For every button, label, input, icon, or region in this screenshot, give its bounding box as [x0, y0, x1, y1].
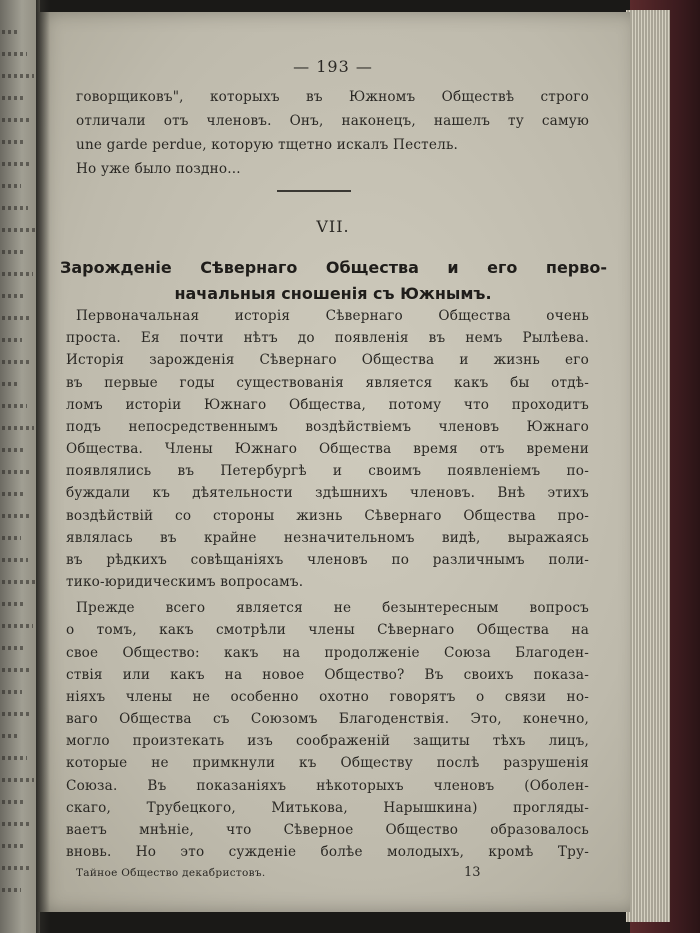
previous-page-text-fragment: [2, 426, 34, 430]
previous-page-text-fragment: [2, 822, 32, 826]
previous-page-text-fragment: [2, 360, 29, 364]
previous-page-text-fragment: [2, 294, 24, 298]
paragraph-line: Союза. Въ показаніяхъ нѣкоторыхъ членовъ (Оболен-: [66, 777, 589, 794]
paragraph-line: вновь. Но это сужденіе болѣе молодыхъ, кромѣ Тру-: [66, 844, 589, 860]
previous-page-text-fragment: [2, 272, 33, 276]
signature-number: 13: [464, 865, 481, 880]
chapter-numeral: VII.: [316, 217, 350, 236]
previous-page-edge: [0, 0, 40, 933]
previous-page-text-fragment: [2, 184, 21, 188]
paragraph-line: могло произтекать изъ соображеній защиты тѣхъ лицъ,: [66, 733, 589, 750]
book-page: [36, 12, 630, 912]
previous-page-text-fragment: [2, 602, 26, 606]
paragraph-line: ніяхъ члены не особенно охотно говорятъ о связи но-: [66, 688, 589, 705]
continuation-line: говорщиковъ", которыхъ въ Южномъ Обществѣ строго: [76, 89, 589, 105]
previous-page-text-fragment: [2, 30, 20, 34]
previous-page-text-fragment: [2, 250, 26, 254]
previous-page-text-fragment: [2, 514, 30, 518]
paragraph-line: Прежде всего является не безынтересным вопросъ: [76, 600, 589, 617]
previous-page-text-fragment: [2, 404, 27, 408]
previous-page-text-fragment: [2, 470, 32, 474]
paragraph-line: проста. Ея почти нѣтъ до появленія въ немъ Рылѣева.: [66, 330, 589, 347]
previous-page-text-fragment: [2, 338, 22, 342]
previous-page-text-fragment: [2, 844, 23, 848]
previous-page-text-fragment: [2, 536, 21, 540]
paragraph-line: ствія или какъ на новое Общество? Въ своихъ показа-: [66, 666, 589, 683]
page-number: — 193 —: [293, 57, 373, 76]
previous-page-text-fragment: [2, 74, 34, 78]
paragraph-line: воздѣйствій со стороны жизнь Сѣвернаго Общества про-: [66, 507, 589, 524]
previous-page-text-fragment: [2, 382, 20, 386]
previous-page-text-fragment: [2, 866, 30, 870]
previous-page-text-fragment: [2, 448, 25, 452]
previous-page-text-fragment: [2, 492, 23, 496]
page-block-edge: [626, 10, 670, 922]
paragraph-line: Первоначальная исторія Сѣвернаго Общества очень: [76, 308, 589, 324]
paragraph-line: тико-юридическимъ вопросамъ.: [66, 574, 304, 590]
previous-page-text-fragment: [2, 888, 21, 892]
paragraph-line: свое Общество: какъ на продолженіе Союза Благоден-: [66, 644, 589, 661]
paragraph-line: которые не примкнули къ Обществу послѣ разрушенія: [66, 755, 589, 772]
paragraph-line: о томъ, какъ смотрѣли члены Сѣвернаго Общества на: [66, 622, 589, 639]
previous-page-text-fragment: [2, 580, 35, 584]
previous-page-text-fragment: [2, 316, 31, 320]
previous-page-text-fragment: [2, 162, 30, 166]
previous-page-text-fragment: [2, 558, 28, 562]
previous-page-text-fragment: [2, 228, 35, 232]
paragraph-line: въ рѣдкихъ совѣщаніяхъ членовъ по различнымъ поли-: [66, 551, 589, 568]
paragraph-line: скаго, Трубецкого, Митькова, Нарышкина) прогляды-: [66, 799, 589, 816]
previous-page-text-fragment: [2, 646, 24, 650]
paragraph-line: ломъ исторіи Южнаго Общества, потому что проходитъ: [66, 396, 589, 413]
chapter-title-line: Зарожденіе Сѣвернаго Общества и его перво-: [60, 258, 607, 277]
paragraph-line: являлась въ крайне незначительномъ видѣ, выражаясь: [66, 529, 589, 546]
previous-page-text-fragment: [2, 734, 20, 738]
previous-page-text-fragment: [2, 206, 28, 210]
gutter-shadow: [36, 0, 50, 933]
previous-page-text-fragment: [2, 140, 23, 144]
footer-signature: Тайное Общество декабристовъ.: [76, 867, 266, 879]
paragraph-line: буждали къ дѣятельности здѣшнихъ членовъ. Внѣ этихъ: [66, 485, 589, 502]
section-divider: [277, 190, 351, 192]
previous-page-text-fragment: [2, 118, 32, 122]
paragraph-line: ваетъ мнѣніе, что Сѣверное Общество образовалось: [66, 821, 589, 838]
continuation-line: Но уже было поздно...: [76, 161, 241, 177]
previous-page-text-fragment: [2, 624, 33, 628]
paragraph-line: въ первые годы существованія является какъ бы отдѣ-: [66, 374, 589, 391]
paragraph-line: подъ непосредственнымъ воздѣйствіемъ членовъ Южнаго: [66, 418, 589, 435]
continuation-line: une garde perdue, которую тщетно искалъ Пестель.: [76, 137, 459, 153]
chapter-title-line: начальныя сношенія съ Южнымъ.: [174, 284, 492, 303]
previous-page-text-fragment: [2, 96, 25, 100]
previous-page-text-fragment: [2, 800, 25, 804]
continuation-line: отличали отъ членовъ. Онъ, наконецъ, нашелъ ту самую: [76, 113, 589, 129]
previous-page-text-fragment: [2, 52, 27, 56]
previous-page-text-fragment: [2, 690, 22, 694]
previous-page-text-fragment: [2, 668, 31, 672]
previous-page-text-fragment: [2, 712, 29, 716]
previous-page-text-fragment: [2, 778, 34, 782]
previous-page-text-fragment: [2, 756, 27, 760]
paragraph-line: появлялись въ Петербургѣ и своимъ появленіемъ по-: [66, 463, 589, 480]
paragraph-line: ваго Общества съ Союзомъ Благоденствія. Это, конечно,: [66, 711, 589, 727]
paragraph-line: Общества. Члены Южнаго Общества время отъ времени: [66, 441, 589, 457]
paragraph-line: Исторія зарожденія Сѣвернаго Общества и жизнь его: [66, 352, 589, 369]
